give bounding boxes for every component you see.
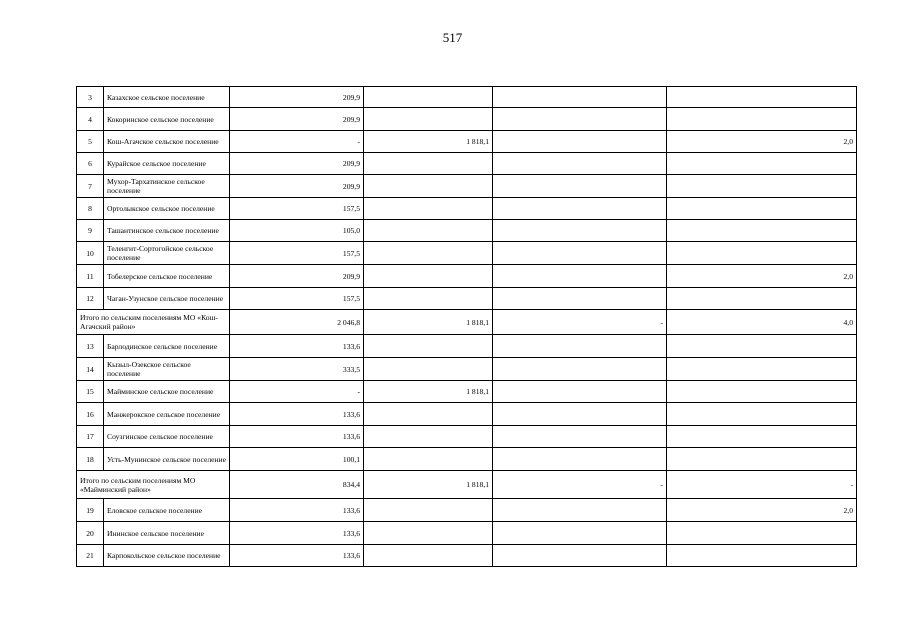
table-row	[77, 426, 857, 448]
settlement-name-cell: Теленгит-Сортогойское сельское поселение	[104, 242, 230, 265]
value-cell-1: 105,0	[230, 220, 364, 242]
value-cell-3	[493, 220, 667, 242]
value-cell-4: 2,0	[667, 499, 857, 522]
value-cell-1: 209,9	[230, 108, 364, 131]
table-row	[77, 242, 857, 265]
value-cell-4	[667, 403, 857, 426]
value-cell-3	[493, 108, 667, 131]
value-cell-4	[667, 108, 857, 131]
value-cell-3: -	[493, 471, 667, 499]
value-cell-3	[493, 288, 667, 310]
row-number-cell: 12	[77, 288, 104, 310]
value-cell-1: 133,6	[230, 426, 364, 448]
settlement-name-cell: Кош-Агачское сельское поселение	[104, 131, 230, 153]
value-cell-2	[364, 403, 493, 426]
value-cell-4	[667, 545, 857, 567]
value-cell-1: 100,1	[230, 448, 364, 471]
value-cell-3	[493, 153, 667, 175]
settlement-name-cell: Манжерокское сельское поселение	[104, 403, 230, 426]
value-cell-4	[667, 522, 857, 545]
value-cell-4	[667, 198, 857, 220]
table-row	[77, 175, 857, 198]
value-cell-2	[364, 220, 493, 242]
table-row	[77, 499, 857, 522]
table-row	[77, 87, 857, 108]
value-cell-1: 133,6	[230, 335, 364, 358]
value-cell-4	[667, 220, 857, 242]
value-cell-4	[667, 335, 857, 358]
value-cell-2: 1 818,1	[364, 471, 493, 499]
value-cell-2	[364, 499, 493, 522]
row-number-cell: 18	[77, 448, 104, 471]
value-cell-3	[493, 242, 667, 265]
value-cell-2	[364, 198, 493, 220]
row-number-cell: 15	[77, 381, 104, 403]
value-cell-1: 133,6	[230, 499, 364, 522]
value-cell-2	[364, 448, 493, 471]
table-row	[77, 448, 857, 471]
settlement-name-cell: Казахское сельское поселение	[104, 87, 230, 108]
value-cell-4: 2,0	[667, 265, 857, 288]
table-row	[77, 288, 857, 310]
settlement-name-cell: Майминское сельское поселение	[104, 381, 230, 403]
value-cell-4	[667, 87, 857, 108]
value-cell-4	[667, 381, 857, 403]
row-number-cell: 14	[77, 358, 104, 381]
value-cell-2	[364, 108, 493, 131]
value-cell-2	[364, 153, 493, 175]
value-cell-4	[667, 448, 857, 471]
value-cell-2: 1 818,1	[364, 131, 493, 153]
row-number-cell: 7	[77, 175, 104, 198]
table-row	[77, 522, 857, 545]
row-number-cell: 8	[77, 198, 104, 220]
value-cell-2	[364, 265, 493, 288]
settlement-name-cell: Тобелерское сельское поселение	[104, 265, 230, 288]
value-cell-3	[493, 499, 667, 522]
row-number-cell: 3	[77, 87, 104, 108]
table-row	[77, 545, 857, 567]
value-cell-1: 157,5	[230, 242, 364, 265]
value-cell-1: 2 046,8	[230, 310, 364, 335]
value-cell-3	[493, 198, 667, 220]
value-cell-1: 133,6	[230, 403, 364, 426]
settlement-name-cell: Усть-Мунинское сельское поселение	[104, 448, 230, 471]
value-cell-4	[667, 175, 857, 198]
value-cell-3	[493, 87, 667, 108]
settlement-name-cell: Карпокольское сельское поселение	[104, 545, 230, 567]
value-cell-1: 834,4	[230, 471, 364, 499]
value-cell-3	[493, 131, 667, 153]
table-row	[77, 403, 857, 426]
row-number-cell: 21	[77, 545, 104, 567]
value-cell-3	[493, 175, 667, 198]
settlement-name-cell: Еловское сельское поселение	[104, 499, 230, 522]
table-row	[77, 265, 857, 288]
total-row	[77, 471, 857, 499]
table-row	[77, 198, 857, 220]
total-label-cell: Итого по сельским поселениям МО «Кош-Агачский район»	[77, 310, 230, 335]
value-cell-3	[493, 448, 667, 471]
value-cell-4	[667, 426, 857, 448]
value-cell-3	[493, 358, 667, 381]
row-number-cell: 16	[77, 403, 104, 426]
value-cell-1: -	[230, 131, 364, 153]
value-cell-3	[493, 381, 667, 403]
row-number-cell: 10	[77, 242, 104, 265]
value-cell-1: 209,9	[230, 265, 364, 288]
value-cell-2: 1 818,1	[364, 310, 493, 335]
value-cell-3	[493, 426, 667, 448]
value-cell-2	[364, 87, 493, 108]
table-row	[77, 335, 857, 358]
value-cell-2	[364, 426, 493, 448]
settlement-name-cell: Мухор-Тархатинское сельское поселение	[104, 175, 230, 198]
value-cell-4	[667, 242, 857, 265]
settlement-name-cell: Кызыл-Озекское сельское поселение	[104, 358, 230, 381]
value-cell-3	[493, 522, 667, 545]
value-cell-4: -	[667, 471, 857, 499]
total-label-cell: Итого по сельским поселениям МО «Майминский район»	[77, 471, 230, 499]
value-cell-2	[364, 335, 493, 358]
value-cell-1: 157,5	[230, 288, 364, 310]
value-cell-3	[493, 403, 667, 426]
settlements-table	[76, 86, 857, 567]
value-cell-3	[493, 335, 667, 358]
value-cell-4	[667, 288, 857, 310]
value-cell-3	[493, 265, 667, 288]
table-row	[77, 108, 857, 131]
row-number-cell: 19	[77, 499, 104, 522]
total-row	[77, 310, 857, 335]
settlement-name-cell: Соузгинское сельское поселение	[104, 426, 230, 448]
settlement-name-cell: Ташантинское сельское поселение	[104, 220, 230, 242]
value-cell-2	[364, 242, 493, 265]
value-cell-4	[667, 153, 857, 175]
settlement-name-cell: Курайское сельское поселение	[104, 153, 230, 175]
table-row	[77, 381, 857, 403]
value-cell-4: 4,0	[667, 310, 857, 335]
settlement-name-cell: Ортолыкское сельское поселение	[104, 198, 230, 220]
table-row	[77, 220, 857, 242]
value-cell-2	[364, 175, 493, 198]
value-cell-1: 209,9	[230, 87, 364, 108]
row-number-cell: 11	[77, 265, 104, 288]
row-number-cell: 6	[77, 153, 104, 175]
value-cell-3: -	[493, 310, 667, 335]
value-cell-2	[364, 288, 493, 310]
row-number-cell: 5	[77, 131, 104, 153]
table-row	[77, 358, 857, 381]
settlement-name-cell: Чаган-Узунское сельское поселение	[104, 288, 230, 310]
value-cell-1: 157,5	[230, 198, 364, 220]
page-number: 517	[442, 30, 463, 45]
table-row	[77, 153, 857, 175]
value-cell-4	[667, 358, 857, 381]
settlement-name-cell: Барлодинское сельское поселение	[104, 335, 230, 358]
settlement-name-cell: Ининское сельское поселение	[104, 522, 230, 545]
value-cell-1: 133,6	[230, 545, 364, 567]
settlement-name-cell: Кокоринское сельское поселение	[104, 108, 230, 131]
value-cell-2	[364, 522, 493, 545]
value-cell-1: 133,6	[230, 522, 364, 545]
row-number-cell: 13	[77, 335, 104, 358]
row-number-cell: 9	[77, 220, 104, 242]
value-cell-1: -	[230, 381, 364, 403]
table-row	[77, 131, 857, 153]
value-cell-1: 209,9	[230, 175, 364, 198]
row-number-cell: 17	[77, 426, 104, 448]
value-cell-3	[493, 545, 667, 567]
value-cell-1: 209,9	[230, 153, 364, 175]
value-cell-2	[364, 545, 493, 567]
value-cell-2: 1 818,1	[364, 381, 493, 403]
value-cell-2	[364, 358, 493, 381]
value-cell-1: 333,5	[230, 358, 364, 381]
row-number-cell: 20	[77, 522, 104, 545]
value-cell-4: 2,0	[667, 131, 857, 153]
row-number-cell: 4	[77, 108, 104, 131]
